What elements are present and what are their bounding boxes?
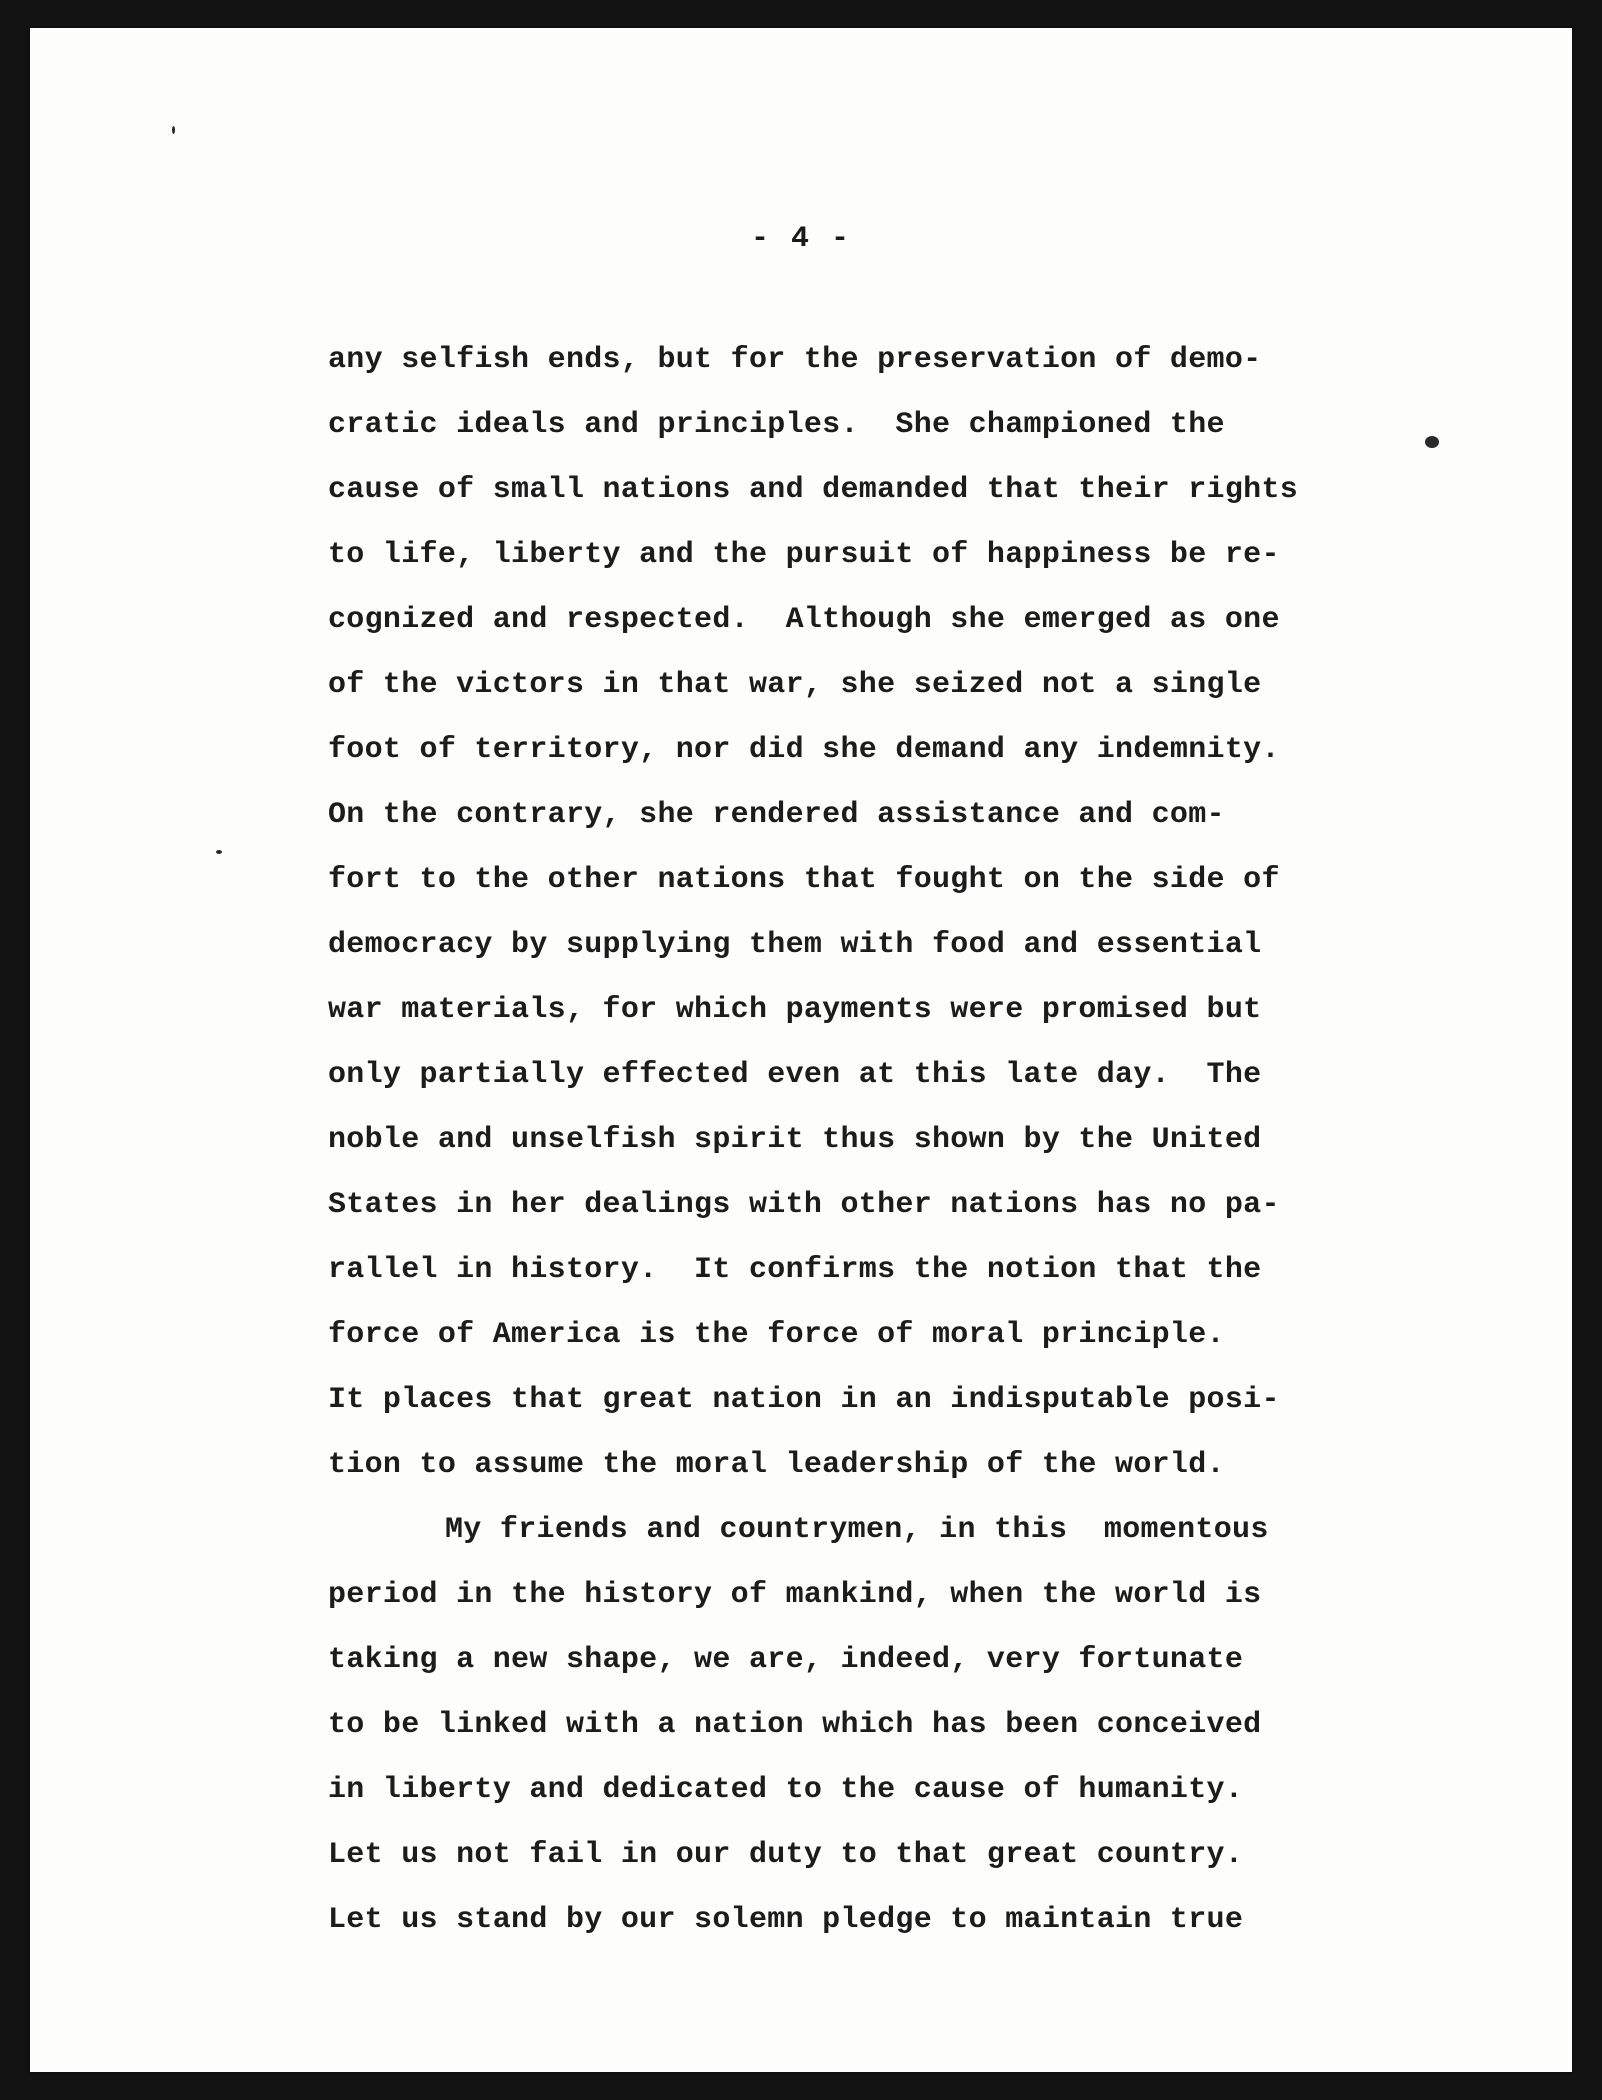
- text-line: in liberty and dedicated to the cause of humanity.: [328, 1773, 1244, 1807]
- text-line: fort to the other nations that fought on the side of: [328, 863, 1280, 897]
- text-line: rallel in history. It confirms the notion that the: [328, 1253, 1262, 1287]
- text-line: any selfish ends, but for the preservation of demo-: [328, 343, 1262, 377]
- scan-speck: [216, 850, 222, 854]
- text-line: My friends and countrymen, in this momentous: [445, 1513, 1269, 1547]
- scan-speck: [1425, 436, 1439, 448]
- text-line: Let us stand by our solemn pledge to maintain true: [328, 1903, 1244, 1937]
- text-line: foot of territory, nor did she demand any indemnity.: [328, 733, 1280, 767]
- text-line: war materials, for which payments were promised but: [328, 993, 1262, 1027]
- body-text: [328, 328, 1408, 1953]
- scan-speck: [172, 126, 175, 134]
- paragraph-2: [328, 1498, 1408, 1953]
- text-line: noble and unselfish spirit thus shown by the United: [328, 1123, 1262, 1157]
- text-line: democracy by supplying them with food and essential: [328, 928, 1262, 962]
- text-line: force of America is the force of moral principle.: [328, 1318, 1225, 1352]
- text-line: cognized and respected. Although she emerged as one: [328, 603, 1280, 637]
- text-line: cause of small nations and demanded that their rights: [328, 473, 1299, 507]
- document-page: [30, 28, 1572, 2072]
- text-line: of the victors in that war, she seized not a single: [328, 668, 1262, 702]
- text-line: States in her dealings with other nations has no pa-: [328, 1188, 1280, 1222]
- text-line: It places that great nation in an indisputable posi-: [328, 1383, 1280, 1417]
- text-line: period in the history of mankind, when the world is: [328, 1578, 1262, 1612]
- text-line: to life, liberty and the pursuit of happiness be re-: [328, 538, 1280, 572]
- text-line: taking a new shape, we are, indeed, very fortunate: [328, 1643, 1244, 1677]
- text-line: On the contrary, she rendered assistance and com-: [328, 798, 1225, 832]
- text-line: cratic ideals and principles. She championed the: [328, 408, 1225, 442]
- text-line: Let us not fail in our duty to that great country.: [328, 1838, 1244, 1872]
- page-number: - 4 -: [750, 222, 851, 256]
- paragraph-1: [328, 328, 1408, 1498]
- text-line: to be linked with a nation which has been conceived: [328, 1708, 1262, 1742]
- text-line: only partially effected even at this late day. The: [328, 1058, 1262, 1092]
- text-line: tion to assume the moral leadership of the world.: [328, 1448, 1225, 1482]
